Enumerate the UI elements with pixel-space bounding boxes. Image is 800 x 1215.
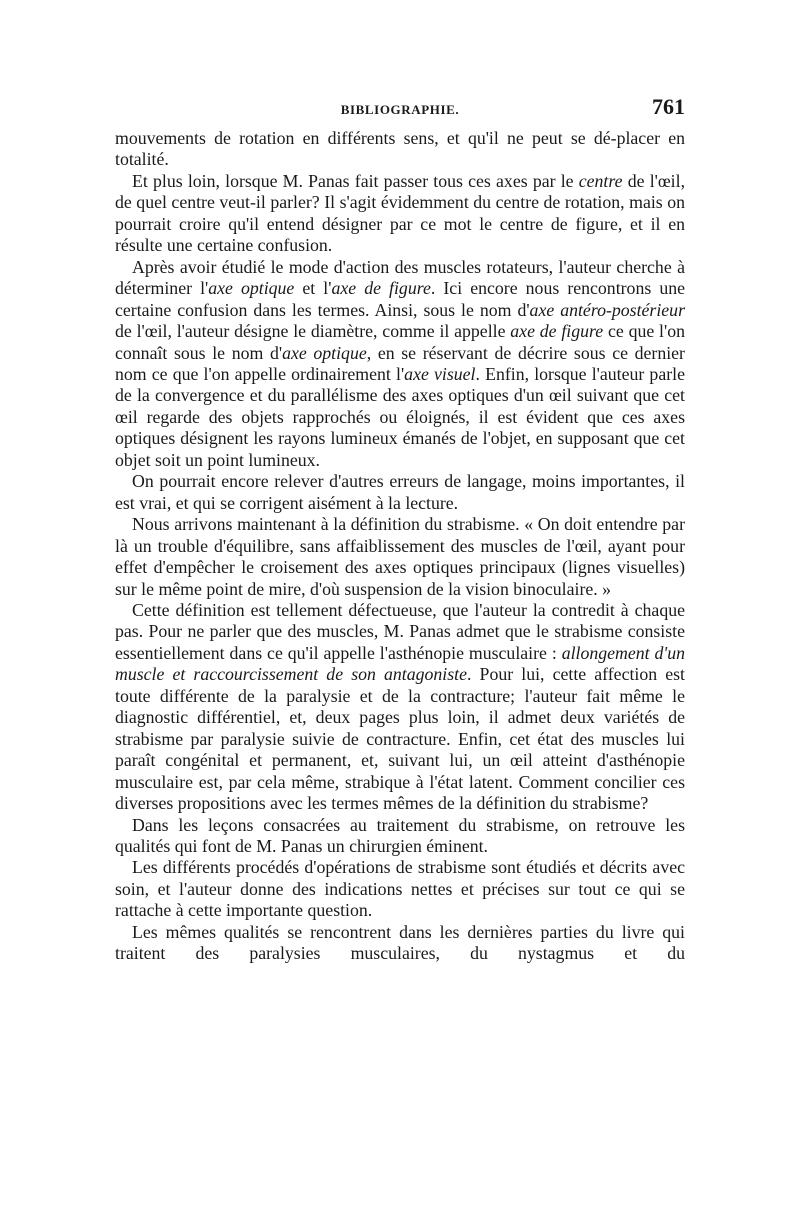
italic-text-run: axe antéro-postérieur [529,299,685,320]
text-run: . Ici encore nous rencontrons une certaine confusion dans les termes. Ainsi, sous le nom d' [115,278,686,320]
running-header [115,94,685,122]
text-run: de l'œil, l'auteur désigne le diamètre, comme il appelle [115,321,511,342]
italic-text-run: axe optique [282,342,367,363]
text-run: Les différents procédés d'opérations de strabisme sont étudiés et décrits avec soin, et l'auteur donne des indications nettes et précises sur tout ce qui se rattache à cette importante question. [115,857,685,921]
text-run: Nous arrivons maintenant à la définition du strabisme. « On doit entendre par là un trouble d'équilibre, sans affaiblissement des muscles de l'œil, ayant pour effet d'empêcher le croisement des axes optiques principaux (lignes visuelles) sur le même point de mire, d'où suspension de la vision binoculaire. » [115,514,685,599]
text-run: Les mêmes qualités se rencontrent dans les dernières parties du livre qui traitent des paralysies musculaires, du nystagmus et du [115,921,685,964]
paragraph [115,171,685,257]
text-run: et l' [294,278,332,299]
body-text [115,128,685,965]
paragraph [115,128,685,171]
italic-text-run: axe visuel [404,363,476,384]
text-run: mouvements de rotation en différents sens, et qu'il ne peut se dé-placer en totalité. [115,128,685,170]
italic-text-run: allongement d'un muscle et raccourcissement de son antagoniste [115,642,685,685]
paragraph [115,514,685,600]
paragraph [115,600,685,815]
text-run: ce que l'on connaît sous le nom d' [115,321,685,363]
text-run: On pourrait encore relever d'autres erreurs de langage, moins importantes, il est vrai, et qui se corrigent aisément à la lecture. [115,471,685,513]
italic-text-run: axe optique [208,278,295,299]
italic-text-run: axe de figure [331,278,431,299]
text-run: de l'œil, de quel centre veut-il parler? Il s'agit évidemment du centre de rotation, mais on pourrait croire qu'il entend désigner par ce mot le centre de figure, et il en résulte une certaine confusion. [115,170,686,256]
paragraph [115,857,685,921]
paragraph [115,257,685,472]
paragraph [115,922,685,965]
text-run: Après avoir étudié le mode d'action des muscles rotateurs, l'auteur cherche à déterminer l' [115,256,685,299]
text-run: , en se réservant de décrire sous ce dernier nom ce que l'on appelle ordinairement l' [115,342,685,384]
running-title: BIBLIOGRAPHIE. [340,102,460,117]
text-run: . Enfin, lorsque l'auteur parle de la convergence et du parallélisme des axes optiques d'un œil suivant que cet œil regarde des objets rapprochés ou éloignés, il est évident que ces axes optiques désignent les rayons lumineux émanés de l'objet, en supposant que cet objet soit un point lumineux. [115,363,685,470]
page-number: 761 [652,94,685,119]
text-run: Cette définition est tellement défectueuse, que l'auteur la contredit à chaque pas. Pour ne parler que des muscles, M. Panas admet que le strabisme consiste essentiellement dans ce qu'il appelle l'asthénopie musculaire : [115,599,685,663]
italic-text-run: centre [578,170,623,191]
text-run: . Pour lui, cette affection est toute différente de la paralysie et de la contracture; l'auteur fait même le diagnostic différentiel, et, deux pages plus loin, il admet deux variétés de strabisme par paralysie suivie de contracture. Enfin, cet état des muscles lui paraît congénital et permanent, et, suivant lui, un œil atteint d'asthénopie musculaire est, par cela même, strabique à l'état latent. Comment concilier ces diverses propositions avec les termes mêmes de la définition du strabisme? [115,664,685,814]
text-run: Et plus loin, lorsque M. Panas fait passer tous ces axes par le [132,170,579,191]
paragraph [115,471,685,514]
italic-text-run: axe de figure [510,321,604,342]
text-run: Dans les leçons consacrées au traitement du strabisme, on retrouve les qualités qui font de M. Panas un chirurgien éminent. [115,814,685,856]
paragraph [115,815,685,858]
